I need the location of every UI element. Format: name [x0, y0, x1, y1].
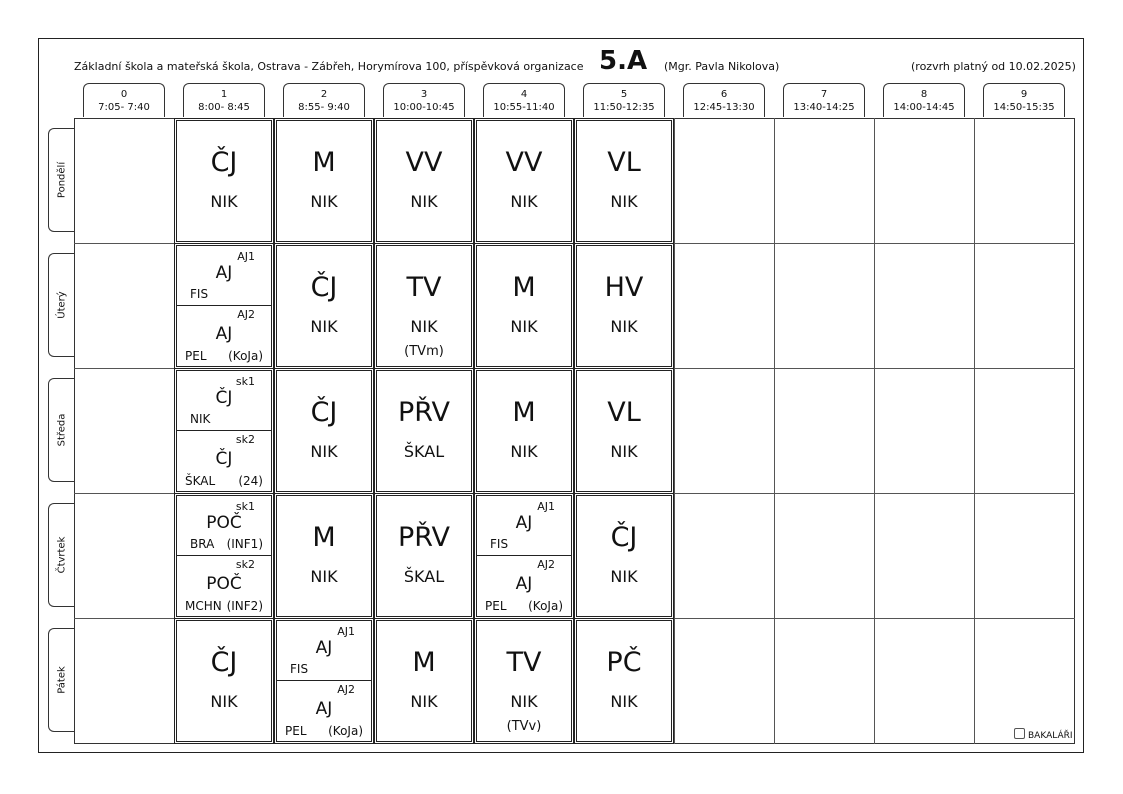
room-label: (TVm) — [404, 344, 444, 359]
teacher-label: NIK — [310, 192, 338, 211]
period-number: 6 — [720, 89, 728, 100]
teacher-label: NIK — [510, 192, 538, 211]
subject-label: M — [312, 147, 336, 178]
day-label-tab — [48, 503, 75, 607]
room-label: (INF1) — [226, 537, 263, 551]
lesson-cell — [576, 120, 672, 242]
grid-vline — [674, 118, 675, 744]
teacher-label: NIK — [510, 317, 538, 336]
period-time: 10:00-10:45 — [393, 102, 455, 113]
lesson-cell — [476, 120, 572, 242]
lesson-cell — [576, 495, 672, 617]
teacher-label: NIK — [310, 567, 338, 586]
teacher-label: FIS — [290, 662, 309, 676]
period-header — [283, 83, 365, 117]
lesson-cell — [476, 245, 572, 367]
subject-label: VL — [607, 147, 641, 178]
grid-hline — [74, 618, 1075, 619]
group-lesson — [477, 557, 571, 617]
teacher-label: NIK — [410, 692, 438, 711]
period-number: 1 — [220, 89, 228, 100]
teacher-label: NIK — [610, 317, 638, 336]
period-time: 11:50-12:35 — [593, 102, 655, 113]
room-label: (KoJa) — [328, 724, 363, 738]
group-lesson — [177, 307, 271, 367]
period-number: 8 — [920, 89, 928, 100]
period-header — [683, 83, 765, 117]
teacher-label: MCHN — [185, 599, 222, 613]
day-label-tab — [48, 378, 75, 482]
lesson-cell — [476, 620, 572, 742]
lesson-cell — [376, 120, 472, 242]
room-label: (KoJa) — [228, 349, 263, 363]
period-number: 0 — [120, 89, 128, 100]
period-time: 8:00- 8:45 — [198, 102, 250, 113]
teacher-label: FIS — [490, 537, 509, 551]
group-label: sk2 — [235, 433, 255, 446]
grid-vline — [874, 118, 875, 744]
teacher-label: NIK — [610, 442, 638, 461]
group-lesson — [177, 496, 271, 556]
period-number: 7 — [820, 89, 828, 100]
subject-label: VL — [607, 397, 641, 428]
period-time: 14:00-14:45 — [893, 102, 955, 113]
subject-label: AJ — [515, 574, 533, 594]
day-label: Čtvrtek — [56, 536, 68, 574]
group-lesson — [277, 682, 371, 742]
group-label: sk2 — [235, 558, 255, 571]
period-number: 3 — [420, 89, 428, 100]
group-lesson — [177, 246, 271, 306]
grid-vline — [274, 118, 275, 744]
subject-label: PŘV — [397, 522, 451, 553]
teacher-label: ŠKAL — [403, 567, 445, 586]
grid-vline — [774, 118, 775, 744]
teacher-label: NIK — [210, 692, 238, 711]
lesson-cell — [176, 120, 272, 242]
group-lesson — [177, 432, 271, 492]
subject-label: POČ — [206, 574, 242, 594]
lesson-cell — [376, 370, 472, 492]
subject-label: TV — [406, 272, 442, 303]
room-label: (KoJa) — [528, 599, 563, 613]
day-label-tab — [48, 253, 75, 357]
day-label: Středa — [56, 413, 68, 447]
period-number: 9 — [1020, 89, 1028, 100]
subject-label: ČJ — [310, 272, 338, 303]
subject-label: AJ — [515, 513, 533, 533]
lesson-cell — [576, 620, 672, 742]
subject-label: ČJ — [215, 388, 233, 408]
teacher-label: ŠKAL — [403, 442, 445, 461]
brand-label: BAKALÁŘI — [1028, 731, 1073, 741]
grid-hline — [74, 493, 1075, 494]
grid-hline — [74, 243, 1075, 244]
brand-footer — [1014, 728, 1073, 741]
lesson-cell — [276, 120, 372, 242]
subject-label: POČ — [206, 513, 242, 533]
subject-label: AJ — [215, 324, 233, 344]
group-label: AJ1 — [537, 500, 555, 513]
lesson-cell — [176, 620, 272, 742]
class-teacher: (Mgr. Pavla Nikolova) — [664, 60, 780, 73]
period-header — [983, 83, 1065, 117]
teacher-label: NIK — [190, 412, 211, 426]
lesson-cell — [276, 245, 372, 367]
grid-vline — [474, 118, 475, 744]
lesson-cell — [276, 370, 372, 492]
teacher-label: PEL — [285, 724, 307, 738]
lesson-cell — [176, 245, 272, 367]
grid-vline — [174, 118, 175, 744]
lesson-cell — [576, 370, 672, 492]
period-time: 14:50-15:35 — [993, 102, 1055, 113]
period-header — [183, 83, 265, 117]
period-time: 10:55-11:40 — [493, 102, 555, 113]
subject-label: M — [512, 397, 536, 428]
subject-label: VV — [405, 147, 443, 178]
lesson-cell — [476, 495, 572, 617]
period-header — [783, 83, 865, 117]
teacher-label: NIK — [310, 317, 338, 336]
teacher-label: FIS — [190, 287, 209, 301]
subject-label: ČJ — [215, 449, 233, 469]
lesson-cell — [376, 620, 472, 742]
teacher-label: NIK — [510, 692, 538, 711]
grid-hline — [74, 368, 1075, 369]
group-label: AJ2 — [337, 683, 355, 696]
period-time: 13:40-14:25 — [793, 102, 855, 113]
subject-label: PČ — [606, 647, 642, 678]
group-lesson — [177, 557, 271, 617]
teacher-label: ŠKAL — [185, 474, 216, 488]
period-number: 2 — [320, 89, 328, 100]
teacher-label: PEL — [485, 599, 507, 613]
teacher-label: NIK — [510, 442, 538, 461]
group-lesson — [277, 621, 371, 681]
lesson-cell — [276, 495, 372, 617]
room-label: (24) — [238, 474, 263, 488]
period-time: 12:45-13:30 — [693, 102, 755, 113]
subject-label: PŘV — [397, 397, 451, 428]
subject-label: M — [312, 522, 336, 553]
teacher-label: NIK — [610, 692, 638, 711]
teacher-label: NIK — [210, 192, 238, 211]
subject-label: AJ — [215, 263, 233, 283]
group-label: sk1 — [235, 500, 255, 513]
teacher-label: BRA — [190, 537, 215, 551]
grid-vline — [574, 118, 575, 744]
teacher-label: PEL — [185, 349, 207, 363]
period-header — [83, 83, 165, 117]
teacher-label: NIK — [310, 442, 338, 461]
subject-label: M — [412, 647, 436, 678]
subject-label: TV — [506, 647, 542, 678]
day-label: Pondělí — [56, 161, 68, 199]
lesson-cell — [176, 495, 272, 617]
period-time: 7:05- 7:40 — [98, 102, 150, 113]
subject-label: VV — [505, 147, 543, 178]
validity-note: (rozvrh platný od 10.02.2025) — [911, 60, 1076, 73]
group-label: sk1 — [235, 375, 255, 388]
subject-label: HV — [604, 272, 644, 303]
teacher-label: NIK — [410, 192, 438, 211]
day-label-tab — [48, 628, 75, 732]
group-lesson — [477, 496, 571, 556]
teacher-label: NIK — [610, 567, 638, 586]
subject-label: ČJ — [610, 522, 638, 553]
subject-label: M — [512, 272, 536, 303]
lesson-cell — [376, 495, 472, 617]
lesson-cell — [376, 245, 472, 367]
subject-label: ČJ — [210, 647, 238, 678]
period-time: 8:55- 9:40 — [298, 102, 350, 113]
period-header — [383, 83, 465, 117]
day-label: Pátek — [56, 666, 68, 694]
group-label: AJ1 — [237, 250, 255, 263]
lesson-cell — [476, 370, 572, 492]
subject-label: AJ — [315, 699, 333, 719]
school-name: Základní škola a mateřská škola, Ostrava - Zábřeh, Horymírova 100, příspěvková organizace — [74, 60, 584, 73]
class-name: 5.A — [599, 46, 648, 76]
subject-label: ČJ — [210, 147, 238, 178]
group-label: AJ2 — [237, 308, 255, 321]
room-label: (INF2) — [226, 599, 263, 613]
period-number: 5 — [620, 89, 628, 100]
bakalari-logo-icon — [1014, 728, 1025, 739]
group-lesson — [177, 371, 271, 431]
subject-label: ČJ — [310, 397, 338, 428]
teacher-label: NIK — [610, 192, 638, 211]
grid-vline — [974, 118, 975, 744]
period-header — [883, 83, 965, 117]
day-label: Úterý — [56, 291, 68, 319]
group-label: AJ1 — [337, 625, 355, 638]
lesson-cell — [176, 370, 272, 492]
teacher-label: NIK — [410, 317, 438, 336]
group-label: AJ2 — [537, 558, 555, 571]
period-header — [583, 83, 665, 117]
grid-vline — [374, 118, 375, 744]
room-label: (TVv) — [506, 719, 542, 734]
subject-label: AJ — [315, 638, 333, 658]
lesson-cell — [276, 620, 372, 742]
period-number: 4 — [520, 89, 528, 100]
lesson-cell — [576, 245, 672, 367]
day-label-tab — [48, 128, 75, 232]
period-header — [483, 83, 565, 117]
